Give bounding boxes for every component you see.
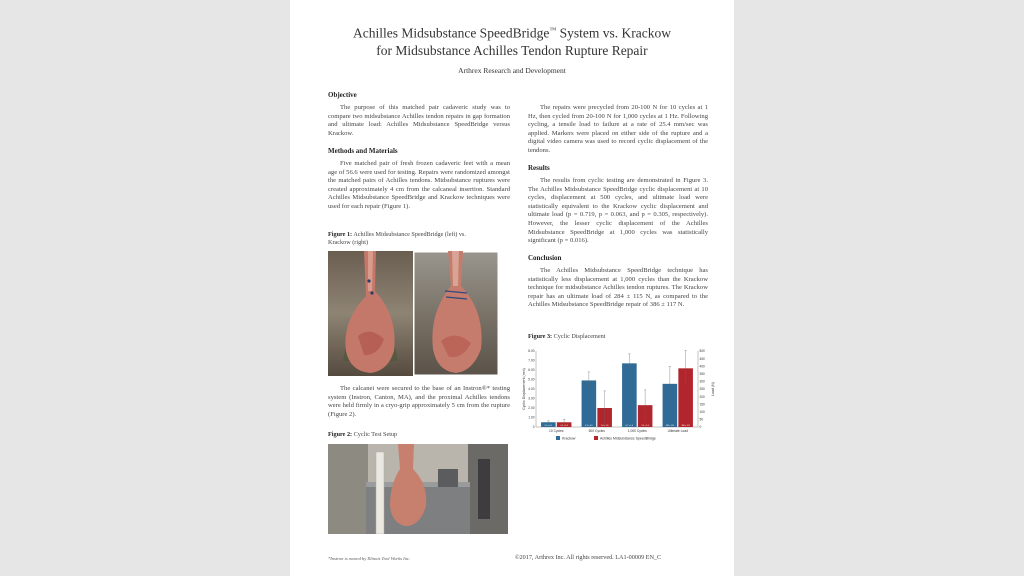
y2-tick-label: 450: [699, 356, 705, 361]
y2-tick-label: 50: [699, 417, 704, 422]
y2-tick-label: 300: [699, 379, 705, 384]
title-line2: for Midsubstance Achilles Tendon Rupture Repair: [376, 42, 648, 58]
methods-text: Five matched pair of fresh frozen cadaveric feet with a mean age of 56.6 were used for testing. Repairs were randomized amongst the matched pairs of Achilles tendons. Midsubstance ruptures were created approximately 4 cm from the calcaneal insertion. Standard Achilles Midsubstance SpeedBridge and Krackow techniques were used for each repair (Figure 1).: [328, 160, 510, 210]
results-heading: Results: [528, 164, 550, 172]
bar-value-label: 0.5 ± 0.1: [544, 424, 553, 427]
legend-label: Krackow: [562, 436, 576, 441]
conclusion-text: The Achilles Midsubstance SpeedBridge technique has statistically less displacement at 1,000 cycles than the Krackow technique for midsubstance Achilles tendon ruptures. The Krackow repair has an ultimate load of 284 ± 115 N, as compared to the Achilles Midsubstance SpeedBridge repair of 386 ± 117 N.: [528, 267, 708, 309]
legend-label: Achilles Midsubstance SpeedBridge: [600, 436, 656, 441]
y2-tick-label: 100: [699, 410, 705, 414]
figure3-label: Figure 3:: [528, 333, 553, 340]
y2-tick-label: 0: [699, 425, 702, 430]
legend-swatch: [556, 436, 560, 440]
page-title: [290, 22, 734, 59]
figure2-label: Figure 2:: [328, 431, 353, 438]
bar-value-label: 4.9 ± 0.9: [585, 424, 593, 427]
bar-value-label: 2.3 ± 1.6: [641, 424, 649, 427]
objective-text: The purpose of this matched pair cadaveric study was to compare two midsubstance Achilles tendon repairs in gap formation and ultimate load: Achilles Midsubstance SpeedBridge versus Krackow.: [328, 104, 510, 137]
figure1-caption: [328, 231, 478, 247]
x-tick-label: 500 Cycles: [588, 429, 605, 433]
figure3-caption: [528, 333, 678, 341]
x-tick-label: Ultimate Load: [667, 429, 688, 433]
x-tick-label: 1,000 Cycles: [627, 429, 647, 433]
y-tick-label: 7.00: [528, 358, 535, 363]
bar-value-label: 2.0 ± 1.8: [600, 424, 609, 427]
organization: Arthrex Research and Development: [458, 66, 566, 75]
footer-copyright: ©2017, Arthrex Inc. All rights reserved. LA1-00009 EN_C: [514, 554, 662, 561]
y2-tick-label: 400: [699, 364, 705, 369]
figure3-caption-text: Cyclic Displacement: [552, 333, 606, 340]
conclusion-heading: Conclusion: [528, 254, 562, 262]
bar-value-label: 6.7 ± 1.0: [625, 424, 634, 427]
bar-value-label: 386 ± 117: [681, 424, 690, 427]
y2-tick-label: 350: [699, 372, 705, 376]
objective-heading: Objective: [328, 91, 357, 99]
figure1-caption-text: Achilles Midsubstance SpeedBridge (left) vs. Krackow (right): [328, 231, 466, 246]
x-tick-label: 10 Cycles: [549, 429, 564, 433]
y-tick-label: 2.00: [528, 406, 535, 411]
y-tick-label: 4.00: [528, 387, 535, 392]
y-tick-label: 6.00: [528, 368, 535, 373]
bar-value-label: 284 ± 115: [665, 424, 674, 427]
legend-swatch: [594, 436, 598, 440]
title-line1-rest: System vs. Krackow: [556, 25, 672, 41]
trademark-mark: ™: [549, 26, 557, 34]
document-page: [290, 0, 734, 576]
y-tick-label: 8.00: [528, 349, 535, 354]
cyclic-displacement-chart: [520, 345, 720, 445]
footer-note: *Instron is owned by Illinois Tool Works Inc.: [328, 556, 411, 561]
figure1-photo-krackow: [413, 251, 499, 376]
title-line1: Achilles Midsubstance SpeedBridge: [352, 25, 550, 41]
y-tick-label: 5.00: [528, 377, 535, 382]
y2-tick-label: 250: [699, 387, 705, 392]
figure2-photo-test-setup: [328, 444, 508, 534]
cycling-text: The repairs were precycled from 20-100 N for 10 cycles at 1 Hz, then cycled from 20-100 N for 1,000 cycles at 1 Hz. Following cycling, a tensile load to failure at a rate of 25.4 mm/sec was applied. Markers were placed on either side of the rupture and a digital video camera was used to record cyclic displacement of the tendons.: [528, 104, 708, 154]
figure2-caption: [328, 431, 478, 439]
bar-value-label: 0.5 ± 0.3: [560, 424, 568, 427]
bar: [622, 363, 637, 427]
y2-tick-label: 200: [699, 394, 705, 399]
y-axis-label: Cyclic Displacement (mm): [522, 368, 526, 410]
instron-text: The calcanei were secured to the base of an Instron®* testing system (Instron, Canton, MA), and the proximal Achilles tendons were held firmly in a cryo-grip approximately 5 cm from the rupture (Figure 2).: [328, 385, 510, 418]
results-text: The results from cyclic testing are demonstrated in Figure 3. The Achilles Midsubstance SpeedBridge cyclic displacement at 10 cycles, displacement at 500 cycles, and ultimate load were statistically equivalent to the Krackow cyclic displacement and ultimate load (p = 0.719, p = 0.063, and p = 0.305, respectively). However, the lesser cyclic displacement of the Achilles Midsubstance SpeedBridge at 1,000 cycles was statistically significant (p = 0.016).: [528, 177, 708, 245]
figure1-photo-speedbridge: [328, 251, 413, 376]
y2-axis-label: Load (N): [711, 382, 715, 396]
figure2-caption-text: Cyclic Test Setup: [352, 431, 398, 438]
y2-tick-label: 150: [699, 402, 705, 407]
methods-heading: Methods and Materials: [328, 147, 398, 155]
y2-tick-label: 500: [699, 349, 705, 354]
y-tick-label: 1.00: [528, 415, 535, 420]
y-tick-label: 3.00: [528, 396, 535, 401]
y-tick-label: 0: [532, 425, 535, 430]
figure1-label: Figure 1:: [328, 231, 353, 238]
